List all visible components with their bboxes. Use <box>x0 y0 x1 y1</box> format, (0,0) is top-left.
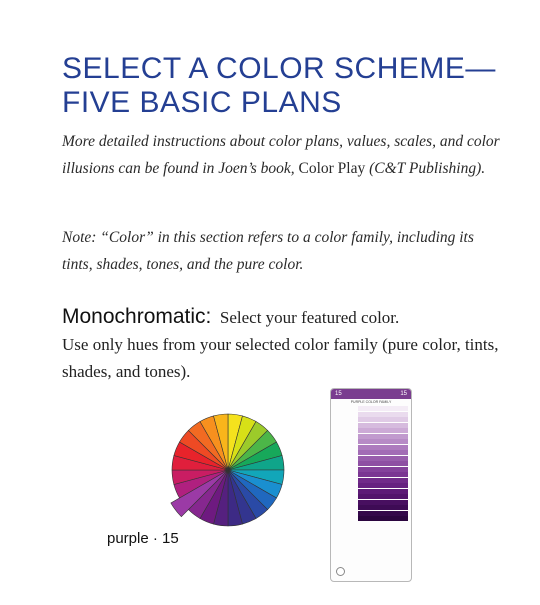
note-paragraph: Note: “Color” in this section refers to a color family, including its tints, shades, tones, and the pure color. <box>62 229 474 273</box>
color-card-swatch-row <box>334 428 408 433</box>
color-card-number-right: 15 <box>400 391 407 397</box>
color-card-swatch-row <box>334 516 408 521</box>
color-card-swatch <box>358 472 408 477</box>
monochromatic-heading: Monochromatic: <box>62 305 212 328</box>
color-card-swatches <box>334 406 408 521</box>
monochromatic-section <box>62 303 512 385</box>
color-card-header <box>331 389 411 399</box>
color-card-swatch-label <box>334 505 358 510</box>
color-card-swatch <box>358 494 408 499</box>
color-card-swatch-label <box>334 516 358 521</box>
color-card-swatch <box>358 461 408 466</box>
monochromatic-instruction: Select your featured color. <box>219 308 400 327</box>
color-card-swatch-row <box>334 467 408 472</box>
color-card-swatch-label <box>334 511 358 516</box>
color-card-swatch <box>358 500 408 505</box>
color-card <box>330 388 412 582</box>
intro-paragraph <box>62 128 502 182</box>
color-card-swatch <box>358 406 408 411</box>
color-card-swatch-row <box>334 494 408 499</box>
color-card-number-left: 15 <box>335 391 342 397</box>
color-card-swatch-label <box>334 483 358 488</box>
color-card-swatch-label <box>334 412 358 417</box>
color-card-swatch-row <box>334 434 408 439</box>
color-card-swatch-row <box>334 417 408 422</box>
color-card-swatch-label <box>334 423 358 428</box>
color-card-swatch <box>358 423 408 428</box>
color-card-swatch-label <box>334 478 358 483</box>
monochromatic-description: Use only hues from your selected color family (pure color, tints, shades, and tones). <box>62 335 499 381</box>
color-card-swatch <box>358 439 408 444</box>
color-card-swatch-label <box>334 489 358 494</box>
color-card-swatch-label <box>334 439 358 444</box>
color-card-swatch <box>358 428 408 433</box>
intro-text: More detailed instructions about color plans, values, scales, and color illusions can be found in Joen’s book, <box>62 133 500 177</box>
color-card-swatch <box>358 456 408 461</box>
color-card-swatch <box>358 412 408 417</box>
color-card-swatch-label <box>334 500 358 505</box>
page-title-line-1: SELECT A COLOR SCHEME— <box>62 52 496 85</box>
color-card-swatch-label <box>334 445 358 450</box>
color-card-swatch-row <box>334 456 408 461</box>
page-title <box>62 52 522 120</box>
color-wheel <box>168 410 298 540</box>
color-card-swatch-label <box>334 494 358 499</box>
color-card-swatch <box>358 478 408 483</box>
color-card-hole <box>336 567 345 576</box>
color-card-swatch-row <box>334 450 408 455</box>
color-card-swatch-label <box>334 467 358 472</box>
color-card-swatch-row <box>334 406 408 411</box>
color-card-swatch-label <box>334 417 358 422</box>
color-card-swatch <box>358 450 408 455</box>
color-card-swatch <box>358 489 408 494</box>
color-card-swatch-row <box>334 483 408 488</box>
color-card-swatch <box>358 516 408 521</box>
intro-publisher: (C&T Publishing). <box>365 160 486 177</box>
color-card-swatch-row <box>334 472 408 477</box>
color-card-swatch-label <box>334 456 358 461</box>
color-card-swatch-row <box>334 439 408 444</box>
color-card-swatch-row <box>334 500 408 505</box>
color-card-swatch-label <box>334 428 358 433</box>
color-wheel-label: purple · 15 <box>107 530 179 547</box>
color-card-swatch-label <box>334 406 358 411</box>
color-card-swatch <box>358 505 408 510</box>
color-card-swatch-label <box>334 461 358 466</box>
color-card-swatch-row <box>334 505 408 510</box>
color-card-swatch-label <box>334 434 358 439</box>
color-card-title: PURPLE COLOR FAMILY <box>350 400 392 404</box>
color-card-swatch-row <box>334 461 408 466</box>
color-card-swatch <box>358 445 408 450</box>
color-card-swatch-row <box>334 412 408 417</box>
color-card-swatch-row <box>334 423 408 428</box>
page-title-line-2: FIVE BASIC PLANS <box>62 86 342 119</box>
color-card-swatch-row <box>334 445 408 450</box>
book-title: Color Play <box>298 160 366 177</box>
color-card-swatch-row <box>334 478 408 483</box>
color-card-swatch-label <box>334 472 358 477</box>
color-card-swatch <box>358 467 408 472</box>
color-card-swatch <box>358 434 408 439</box>
color-card-swatch <box>358 511 408 516</box>
color-card-swatch-label <box>334 450 358 455</box>
color-card-swatch <box>358 483 408 488</box>
color-card-swatch-row <box>334 511 408 516</box>
color-card-swatch-row <box>334 489 408 494</box>
color-card-swatch <box>358 417 408 422</box>
